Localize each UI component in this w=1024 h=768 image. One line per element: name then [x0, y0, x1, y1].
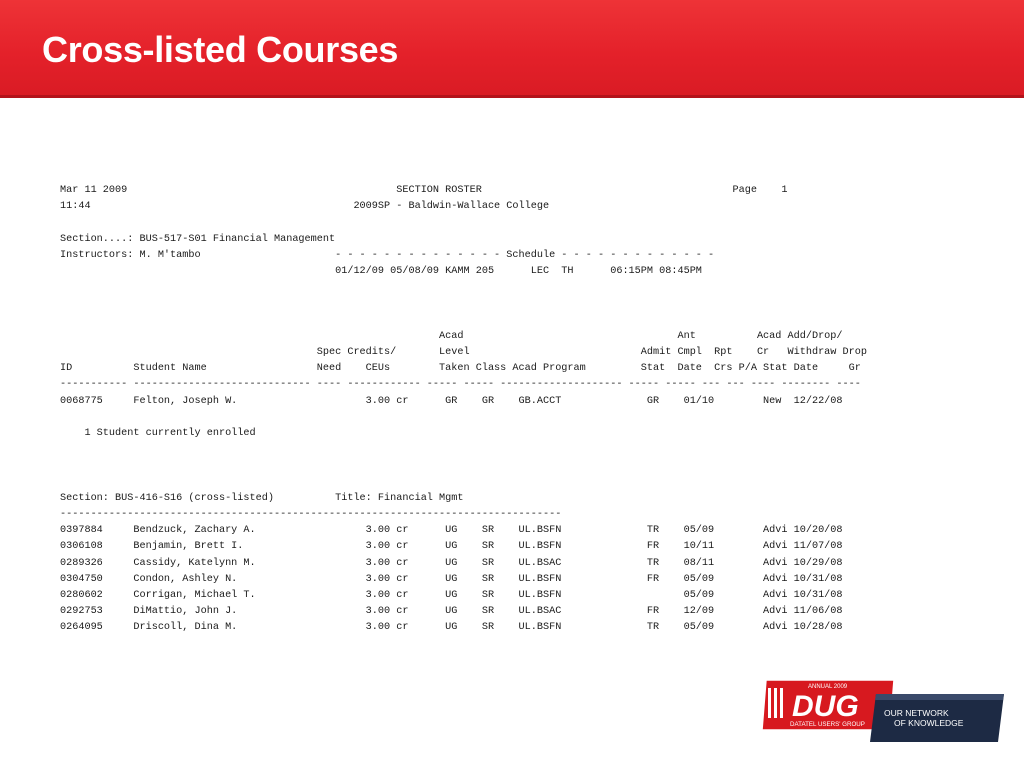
report-line: Instructors: M. M'tambo - - - - - - - - - - - - - - Schedule - - - - - - - - - - - - -: [60, 249, 715, 261]
report-line: 1 Student currently enrolled: [60, 428, 256, 440]
report-line: ----------- ----------------------------- ---- ------------ ----- ----- -------------------- ----- ----- --- --- ---- -------- ----: [60, 379, 861, 391]
report-line: Section: BUS-416-S16 (cross-listed) Title: Financial Mgmt: [60, 492, 464, 504]
report-line: Acad Ant Acad Add/Drop/: [60, 330, 843, 342]
report-line: 0264095 Driscoll, Dina M. 3.00 cr UG SR UL.BSFN TR 05/09 Advi 10/28/08: [60, 622, 843, 634]
report-line: 11:44 2009SP - Baldwin-Wallace College: [60, 201, 550, 213]
report-line: 01/12/09 05/08/09 KAMM 205 LEC TH 06:15PM 08:45PM: [60, 266, 702, 278]
tagline-panel: [870, 694, 1004, 742]
report-line: Mar 11 2009 SECTION ROSTER Page 1: [60, 185, 788, 196]
report-line: 0292753 DiMattio, John J. 3.00 cr UG SR UL.BSAC FR 12/09 Advi 11/06/08: [60, 606, 843, 618]
tagline-line2: OF KNOWLEDGE: [894, 718, 964, 728]
report-line: Spec Credits/ Level Admit Cmpl Rpt Cr Withdraw Drop: [60, 347, 867, 359]
tagline-line1: OUR NETWORK: [884, 708, 949, 718]
report-line: 0280602 Corrigan, Michael T. 3.00 cr UG SR UL.BSFN 05/09 Advi 10/31/08: [60, 590, 843, 602]
report-line: 0068775 Felton, Joseph W. 3.00 cr GR GR GB.ACCT GR 01/10 New 12/22/08: [60, 395, 843, 407]
report-line: Section....: BUS-517-S01 Financial Management: [60, 233, 336, 245]
section-roster-report: [60, 183, 867, 637]
badge-main-text: DUG: [792, 690, 859, 723]
report-line: ----------------------------------------------------------------------------------: [60, 509, 562, 521]
report-line: ID Student Name Need CEUs Taken Class Acad Program Stat Date Crs P/A Stat Date Gr: [60, 363, 861, 375]
report-line: 0306108 Benjamin, Brett I. 3.00 cr UG SR UL.BSFN FR 10/11 Advi 11/07/08: [60, 541, 843, 553]
slide-title: Cross-listed Courses: [42, 29, 399, 70]
badge-small-text: ANNUAL 2009: [808, 684, 848, 690]
slide-header-bar: [0, 0, 1024, 98]
report-line: 0304750 Condon, Ashley N. 3.00 cr UG SR UL.BSFN FR 05/09 Advi 10/31/08: [60, 573, 843, 585]
badge-sub-text: DATATEL USERS' GROUP: [790, 721, 865, 728]
dug-logo: [752, 678, 1008, 744]
report-line: 0289326 Cassidy, Katelynn M. 3.00 cr UG SR UL.BSAC TR 08/11 Advi 10/29/08: [60, 557, 843, 569]
report-line: 0397884 Bendzuck, Zachary A. 3.00 cr UG SR UL.BSFN TR 05/09 Advi 10/20/08: [60, 525, 843, 537]
header-bottom-stripe: [0, 95, 1024, 98]
